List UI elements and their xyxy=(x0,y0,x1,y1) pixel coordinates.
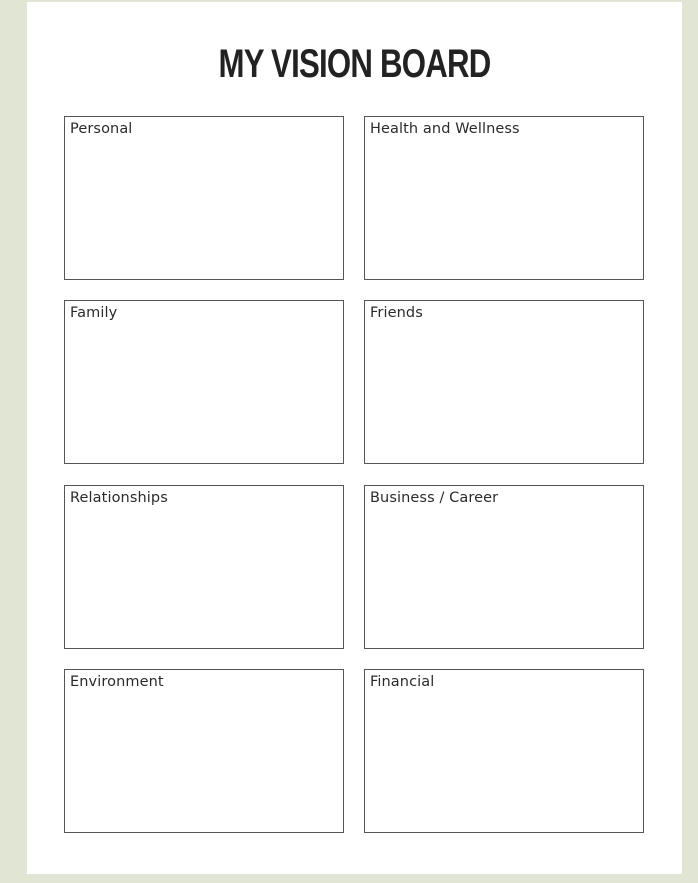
section-box-business-career[interactable] xyxy=(364,485,644,649)
section-box-financial[interactable] xyxy=(364,669,644,833)
section-label: Family xyxy=(70,305,118,321)
section-box-environment[interactable] xyxy=(64,669,344,833)
section-box-health-and-wellness[interactable] xyxy=(364,116,644,280)
section-label: Relationships xyxy=(70,490,168,506)
section-box-personal[interactable] xyxy=(64,116,344,280)
section-label: Environment xyxy=(70,674,164,690)
section-label: Business / Career xyxy=(370,490,499,506)
page-title: MY VISION BOARD xyxy=(218,42,491,86)
section-label: Friends xyxy=(370,305,423,321)
section-box-family[interactable] xyxy=(64,300,344,464)
section-label: Financial xyxy=(370,674,435,690)
vision-board-sheet xyxy=(27,2,682,874)
section-box-friends[interactable] xyxy=(364,300,644,464)
section-label: Personal xyxy=(70,121,133,137)
section-label: Health and Wellness xyxy=(370,121,520,137)
section-box-relationships[interactable] xyxy=(64,485,344,649)
